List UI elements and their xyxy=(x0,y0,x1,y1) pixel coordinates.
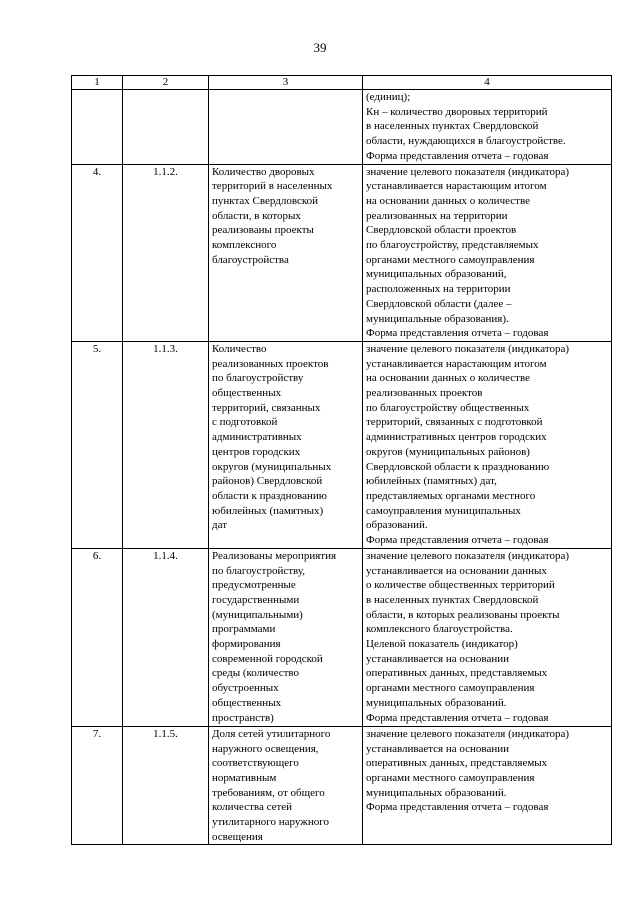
indicator-name-line: юбилейных (памятных) xyxy=(212,504,324,517)
table-header-row xyxy=(72,76,612,90)
indicator-name-line: пространств) xyxy=(212,711,274,724)
indicator-name-line: по благоустройству, xyxy=(212,564,306,577)
calculation-method-line: юбилейных (памятных) дат, xyxy=(366,475,497,488)
indicator-name-line: современной городской xyxy=(212,652,323,665)
calculation-method-line: в населенных пунктах Свердловской xyxy=(366,593,539,606)
calculation-method-line: органами местного самоуправления xyxy=(366,771,535,784)
indicator-name-cell xyxy=(209,90,363,165)
calculation-method-line: устанавливается на основании данных xyxy=(366,564,547,577)
indicator-name-line: общественных xyxy=(212,387,282,400)
column-header: 1 xyxy=(72,76,123,90)
calculation-method-line: муниципальных образований, xyxy=(366,268,507,281)
indicator-code-cell xyxy=(123,90,209,165)
indicator-name-cell xyxy=(209,341,363,548)
indicator-name-line: реализованы проекты xyxy=(212,224,314,237)
row-number-cell: 4. xyxy=(72,164,123,341)
indicator-name-line: общественных xyxy=(212,696,282,709)
calculation-method-line: значение целевого показателя (индикатора) xyxy=(366,549,570,562)
calculation-method-line: на основании данных о количестве xyxy=(366,194,530,207)
indicator-name-cell xyxy=(209,548,363,726)
row-number-cell: 6. xyxy=(72,548,123,726)
indicator-name-line: территорий, связанных xyxy=(212,401,321,414)
column-header: 2 xyxy=(123,76,209,90)
calculation-method-line: Свердловской области проектов xyxy=(366,224,517,237)
indicator-name-line: (муниципальными) xyxy=(212,608,303,621)
indicator-name-line: округов (муниципальных xyxy=(212,460,332,473)
indicator-name-line: количества сетей xyxy=(212,801,293,814)
calculation-method-line: устанавливается нарастающим итогом xyxy=(366,180,547,193)
calculation-method-line: самоуправления муниципальных xyxy=(366,504,521,517)
indicator-name-line: по благоустройству xyxy=(212,372,304,385)
calculation-method-line: Свердловской области к празднованию xyxy=(366,460,550,473)
row-number-cell: 7. xyxy=(72,726,123,845)
calculation-method-line: значение целевого показателя (индикатора) xyxy=(366,342,570,355)
indicator-code-cell: 1.1.3. xyxy=(123,341,209,548)
indicator-name-line: Количество xyxy=(212,342,267,355)
calculation-method-cell xyxy=(363,164,612,341)
indicator-name-line: наружного освещения, xyxy=(212,742,319,755)
indicator-name-line: формирования xyxy=(212,638,281,651)
calculation-method-line: Целевой показатель (индикатор) xyxy=(366,638,518,651)
indicator-name-line: благоустройства xyxy=(212,253,289,266)
calculation-method-line: органами местного самоуправления xyxy=(366,682,535,695)
indicator-name-line: Реализованы мероприятия xyxy=(212,549,337,562)
calculation-method-line: значение целевого показателя (индикатора) xyxy=(366,727,570,740)
calculation-method-line: расположенных на территории xyxy=(366,283,511,296)
table-row xyxy=(72,548,612,726)
indicator-name-line: области к празднованию xyxy=(212,489,327,502)
table-row xyxy=(72,164,612,341)
indicator-name-line: пунктах Свердловской xyxy=(212,194,319,207)
row-number-cell: 5. xyxy=(72,341,123,548)
calculation-method-cell xyxy=(363,341,612,548)
indicator-name-cell xyxy=(209,726,363,845)
indicator-name-line: освещения xyxy=(212,830,263,843)
indicator-name-line: требованиям, от общего xyxy=(212,786,325,799)
calculation-method-line: значение целевого показателя (индикатора) xyxy=(366,165,570,178)
calculation-method-line: органами местного самоуправления xyxy=(366,253,535,266)
calculation-method-line: на основании данных о количестве xyxy=(366,372,530,385)
indicator-name-line: административных xyxy=(212,431,302,444)
indicator-name-line: территорий в населенных xyxy=(212,180,333,193)
table-row xyxy=(72,90,612,165)
indicator-name-line: программами xyxy=(212,623,276,636)
calculation-method-line: административных центров городских xyxy=(366,431,547,444)
calculation-method-line: Свердловской области (далее – xyxy=(366,297,512,310)
calculation-method-line: в населенных пунктах Свердловской xyxy=(366,120,539,133)
table-row xyxy=(72,341,612,548)
indicator-name-line: Доля сетей утилитарного xyxy=(212,727,331,740)
indicator-name-line: реализованных проектов xyxy=(212,357,329,370)
indicator-name-line: комплексного xyxy=(212,239,277,252)
calculation-method-line: территорий, связанных с подготовкой xyxy=(366,416,543,429)
calculation-method-line: муниципальные образования). xyxy=(366,312,509,325)
indicator-name-line: области, в которых xyxy=(212,209,301,222)
calculation-method-line: представляемых органами местного xyxy=(366,489,536,502)
column-header: 3 xyxy=(209,76,363,90)
calculation-method-line: оперативных данных, представляемых xyxy=(366,667,548,680)
indicator-name-line: среды (количество xyxy=(212,667,300,680)
indicator-name-line: предусмотренные xyxy=(212,579,296,592)
calculation-method-line: устанавливается на основании xyxy=(366,742,509,755)
calculation-method-line: Форма представления отчета – годовая xyxy=(366,149,549,162)
calculation-method-line: оперативных данных, представляемых xyxy=(366,757,548,770)
calculation-method-line: области, в которых реализованы проекты xyxy=(366,608,560,621)
calculation-method-line: Форма представления отчета – годовая xyxy=(366,534,549,547)
indicator-name-line: соответствующего xyxy=(212,757,299,770)
indicator-name-line: государственными xyxy=(212,593,300,606)
calculation-method-line: по благоустройству, представляемых xyxy=(366,239,539,252)
calculation-method-line: Форма представления отчета – годовая xyxy=(366,801,549,814)
indicator-name-line: нормативным xyxy=(212,771,277,784)
calculation-method-line: комплексного благоустройства. xyxy=(366,623,513,636)
calculation-method-line: муниципальных образований. xyxy=(366,786,507,799)
indicator-name-line: с подготовкой xyxy=(212,416,278,429)
calculation-method-line: Форма представления отчета – годовая xyxy=(366,711,549,724)
calculation-method-line: устанавливается на основании xyxy=(366,652,509,665)
indicator-name-cell xyxy=(209,164,363,341)
indicator-table xyxy=(71,75,612,845)
indicator-name-line: обустроенных xyxy=(212,682,279,695)
indicator-name-line: центров городских xyxy=(212,445,301,458)
table-row xyxy=(72,726,612,845)
indicator-name-line: районов) Свердловской xyxy=(212,475,323,488)
calculation-method-line: муниципальных образований. xyxy=(366,696,507,709)
calculation-method-line: (единиц); xyxy=(366,91,411,103)
indicator-code-cell: 1.1.2. xyxy=(123,164,209,341)
indicator-code-cell: 1.1.4. xyxy=(123,548,209,726)
calculation-method-line: образований. xyxy=(366,519,428,532)
page-number: 39 xyxy=(313,40,327,55)
calculation-method-line: по благоустройству общественных xyxy=(366,401,530,414)
indicator-name-line: дат xyxy=(212,519,228,532)
calculation-method-cell xyxy=(363,548,612,726)
calculation-method-line: Форма представления отчета – годовая xyxy=(366,327,549,340)
calculation-method-cell xyxy=(363,90,612,165)
indicator-code-cell: 1.1.5. xyxy=(123,726,209,845)
calculation-method-line: округов (муниципальных районов) xyxy=(366,445,530,458)
column-header: 4 xyxy=(363,76,612,90)
indicator-name-line: утилитарного наружного xyxy=(212,816,329,829)
calculation-method-cell xyxy=(363,726,612,845)
calculation-method-line: о количестве общественных территорий xyxy=(366,579,555,592)
calculation-method-line: реализованных проектов xyxy=(366,387,483,400)
calculation-method-line: области, нуждающихся в благоустройстве. xyxy=(366,135,566,148)
row-number-cell xyxy=(72,90,123,165)
calculation-method-line: Кн – количество дворовых территорий xyxy=(366,105,548,118)
calculation-method-line: устанавливается нарастающим итогом xyxy=(366,357,547,370)
calculation-method-line: реализованных на территории xyxy=(366,209,508,222)
indicator-name-line: Количество дворовых xyxy=(212,165,315,178)
